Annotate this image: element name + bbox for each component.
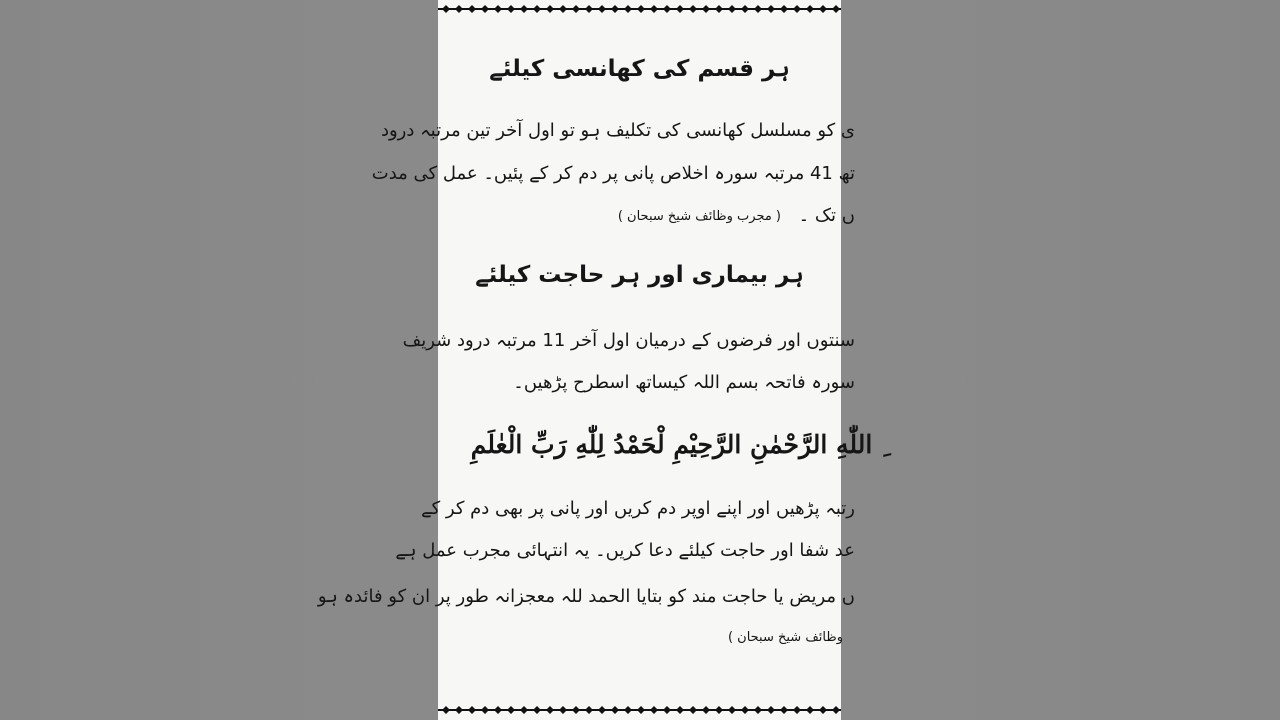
text-line: رتبہ پڑھیں اور اپنے اوپر دم کریں اور پانی پر بھی دم کر کے xyxy=(421,498,855,519)
text-line: سورہ فاتحہ بسم اللہ کیساتھ اسطرح پڑھیں۔ xyxy=(513,372,855,393)
text-line: سنتوں اور فرضوں کے درمیان اول آخر 11 مرتبہ درود شریف xyxy=(402,330,855,351)
text-line: ں مریض یا حاجت مند کو بتایا الحمد للہ معجزانہ طور پر ان کو فائدہ ہو xyxy=(317,586,855,607)
text-line: ی کو مسلسل کھانسی کی تکلیف ہو تو اول آخر تین مرتبہ درود xyxy=(380,120,855,141)
text-line: تھ 41 مرتبہ سورہ اخلاص پانی پر دم کر کے پئیں۔ عمل کی مدت xyxy=(371,163,855,184)
citation: وظائف شیخ سبحان ) xyxy=(727,630,843,645)
citation: ( مجرب وظائف شیخ سبحان ) xyxy=(617,209,781,224)
text-line: عد شفا اور حاجت کیلئے دعا کریں۔ یہ انتہائی مجرب عمل ہے xyxy=(395,540,855,561)
section-heading-illness: ہر بیماری اور ہر حاجت کیلئے xyxy=(475,262,804,288)
section-heading-cough: ہر قسم کی کھانسی کیلئے xyxy=(489,56,790,82)
decorative-border-bottom xyxy=(438,705,841,715)
document-page xyxy=(317,0,881,720)
decorative-border-top xyxy=(438,4,841,14)
arabic-verse: ِ اللّٰهِ الرَّحْمٰنِ الرَّحِيْمِ لْحَمْدُ لِلّٰهِ رَبِّ الْعٰلَمِ xyxy=(470,430,881,459)
text-line: ں تک ۔ xyxy=(798,205,855,226)
